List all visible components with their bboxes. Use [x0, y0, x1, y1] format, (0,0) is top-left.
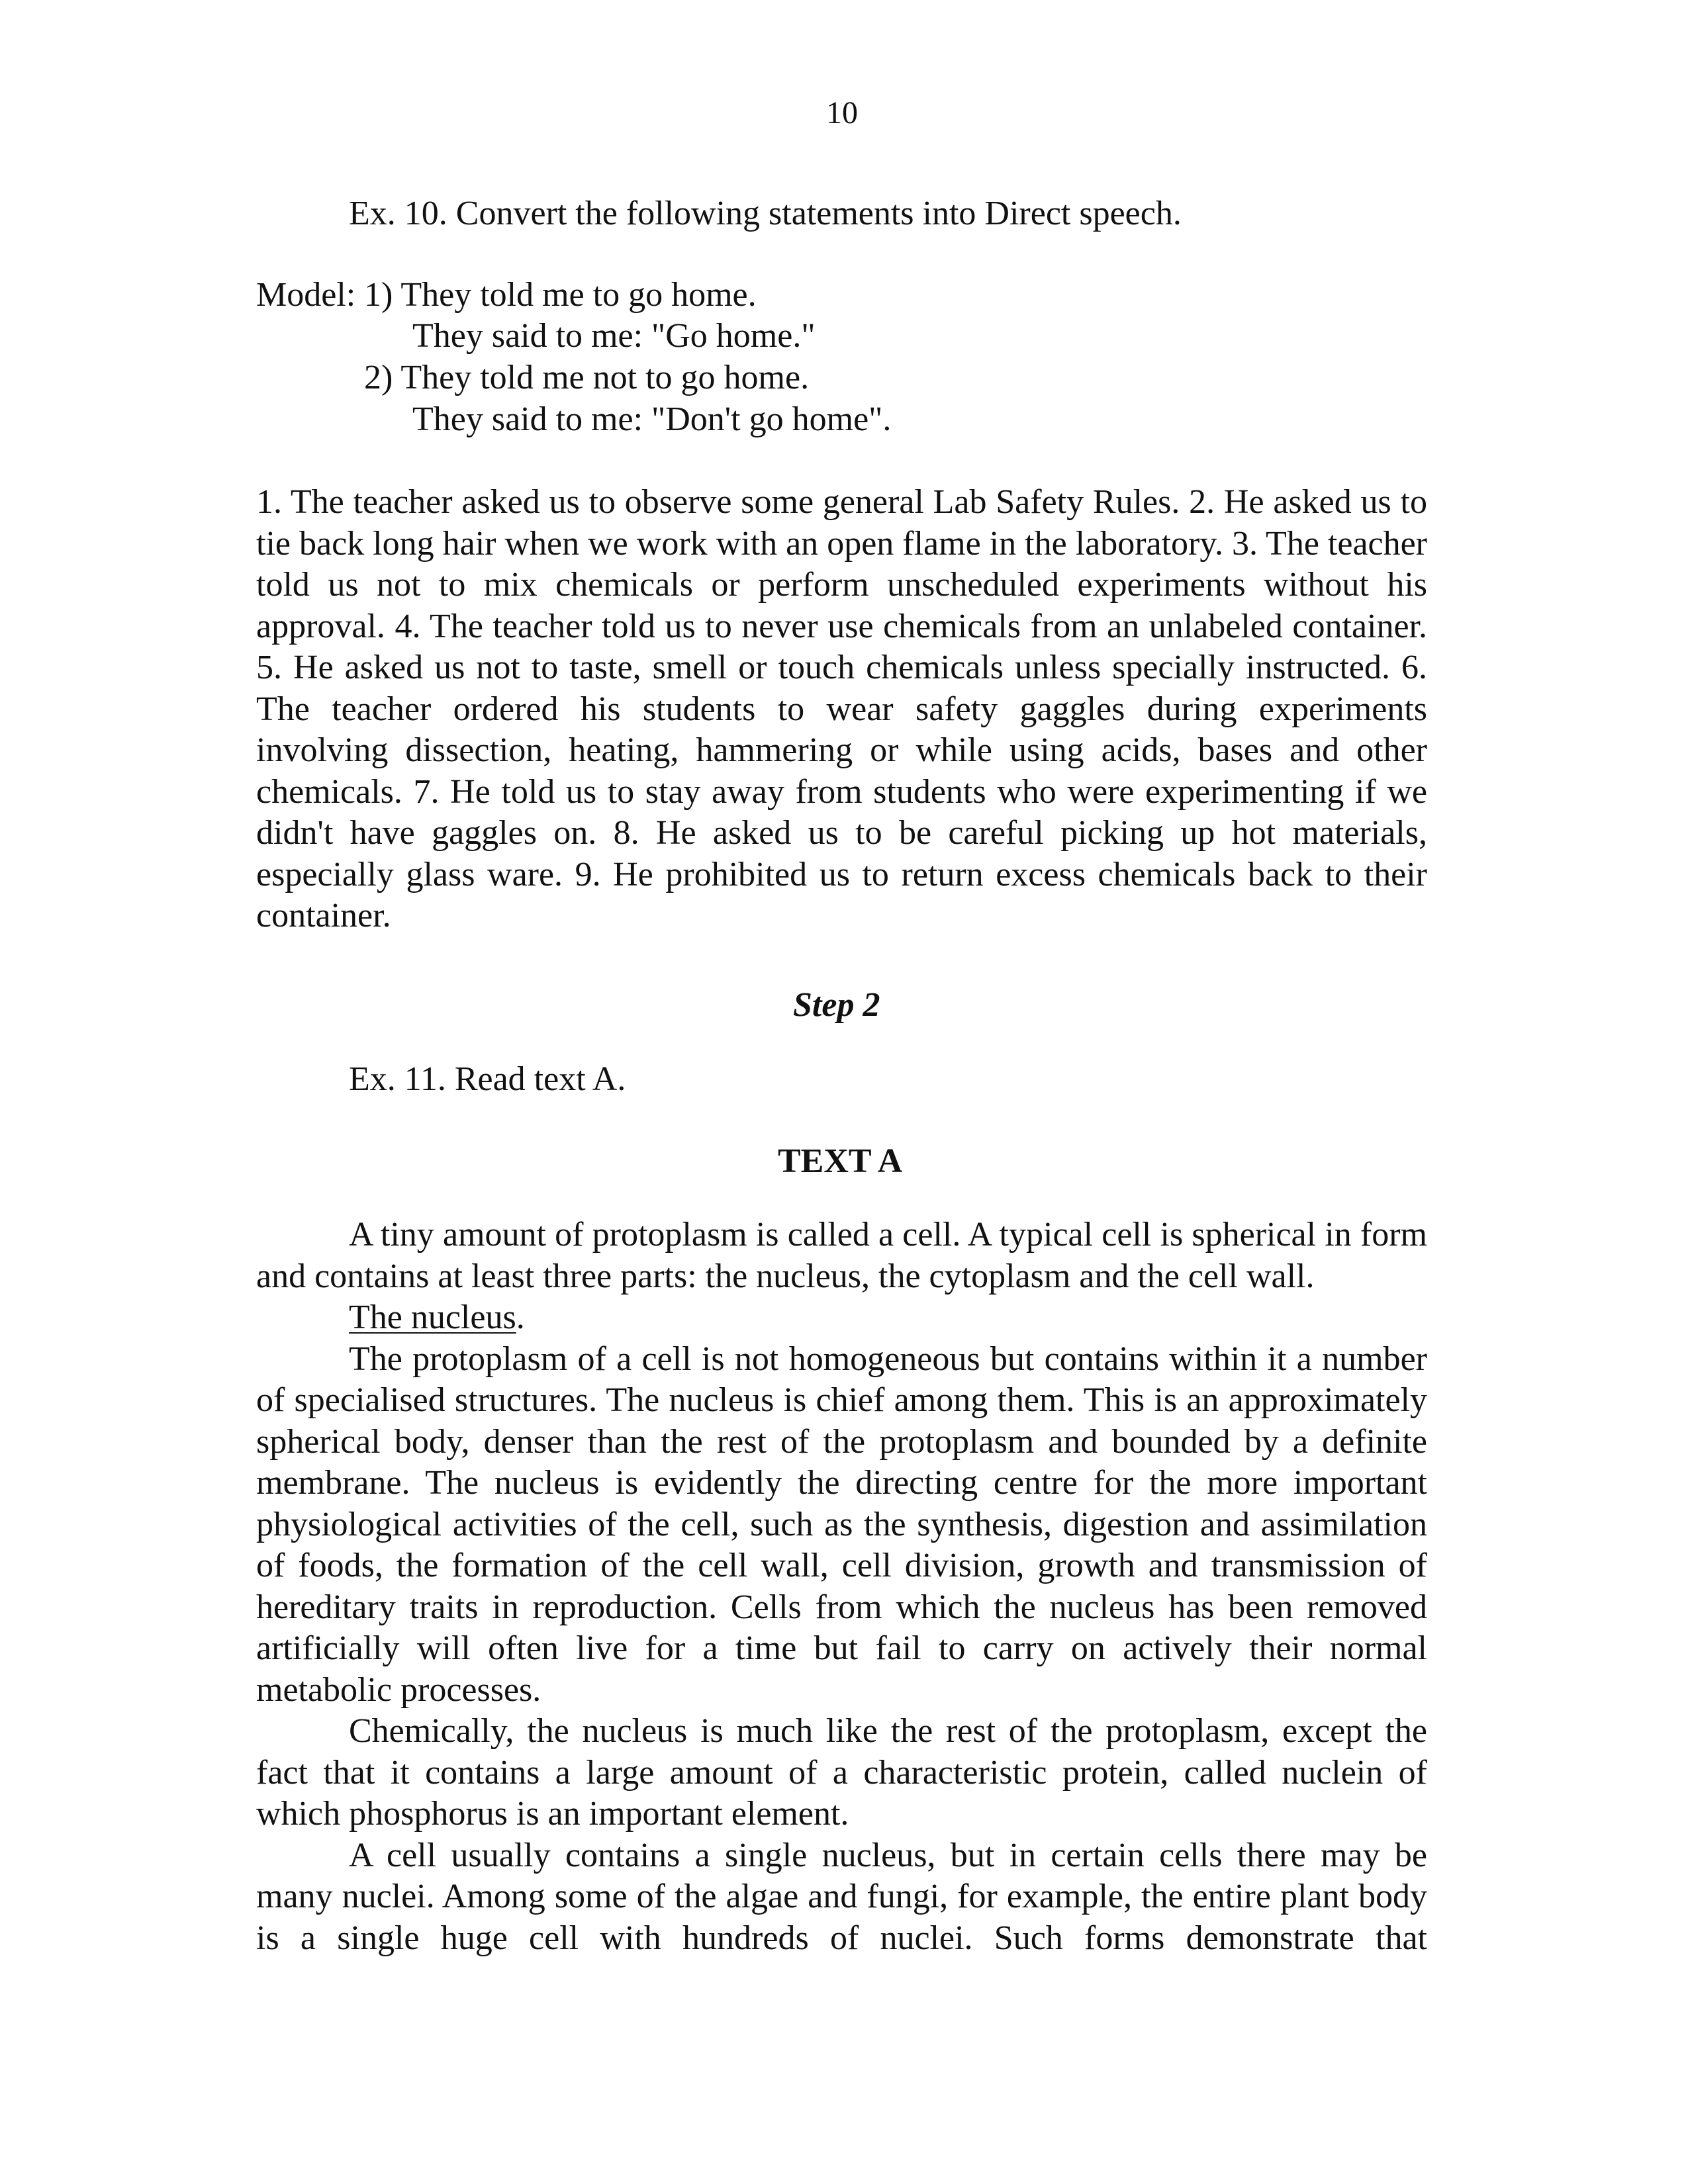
text-a-para-3: A cell usually contains a single nucleus, but in certain cells there may be many nuclei. Among some of the algae and fungi, for example, the entire plant body is a single huge cell with hundreds of nuclei. Such forms demonstrate that: [256, 1836, 1427, 1957]
model-label: Model:: [256, 276, 356, 314]
model-line-2: They said to me: "Go home.": [412, 317, 816, 355]
exercise-10-title: Ex. 10. Convert the following statements into Direct speech.: [349, 195, 1182, 232]
subheading-punct: .: [516, 1298, 525, 1336]
text-a-para-2: Chemically, the nucleus is much like the rest of the protoplasm, except the fact that it contains a large amount of a characteristic protein, called nuclein of which phosphorus is an important element.: [256, 1712, 1427, 1833]
subheading-text: The nucleus: [349, 1298, 516, 1336]
exercise-10-sentences: 1. The teacher asked us to observe some general Lab Safety Rules. 2. He asked us to tie back long hair when we work with an open flame in the laboratory. 3. The teacher told us not to mix chemicals or perform unscheduled experiments without his approval. 4. The teacher told us to never use chemicals from an unlabeled container. 5. He asked us not to taste, smell or touch chemicals unless specially instructed. 6. The teacher ordered his students to wear safety gaggles during experiments involving dissection, heating, hammering or while using acids, bases and other chemicals. 7. He told us to stay away from students who were experimenting if we didn't have gaggles on. 8. He asked us to be careful picking up hot materials, especially glass ware. 9. He prohibited us to return excess chemicals back to their container.: [256, 483, 1427, 934]
exercise-11-title: Ex. 11. Read text A.: [349, 1060, 626, 1098]
text-a-intro: A tiny amount of protoplasm is called a cell. A typical cell is spherical in form and contains at least three parts: the nucleus, the cytoplasm and the cell wall.: [256, 1216, 1427, 1295]
text-a-subheading: [256, 1297, 1427, 1339]
model-line-3: 2) They told me not to go home.: [364, 359, 810, 396]
model-line-1: 1) They told me to go home.: [364, 276, 757, 314]
model-line-4: They said to me: "Don't go home".: [412, 400, 892, 438]
step-heading: Step 2: [793, 986, 880, 1024]
text-a-heading: TEXT A: [778, 1142, 903, 1180]
page-number: 10: [826, 95, 858, 130]
text-a-para-1: The protoplasm of a cell is not homogeneous but contains within it a number of specialised structures. The nucleus is chief among them. This is an approximately spherical body, denser than the rest of the protoplasm and bounded by a definite membrane. The nucleus is evidently the directing centre for the more important physiological activities of the cell, such as the synthesis, digestion and assimilation of foods, the formation of the cell wall, cell division, growth and transmission of hereditary traits in reproduction. Cells from which the nucleus has been removed artificially will often live for a time but fail to carry on actively their normal metabolic processes.: [256, 1340, 1427, 1709]
text-a-body: [256, 1214, 1427, 1959]
